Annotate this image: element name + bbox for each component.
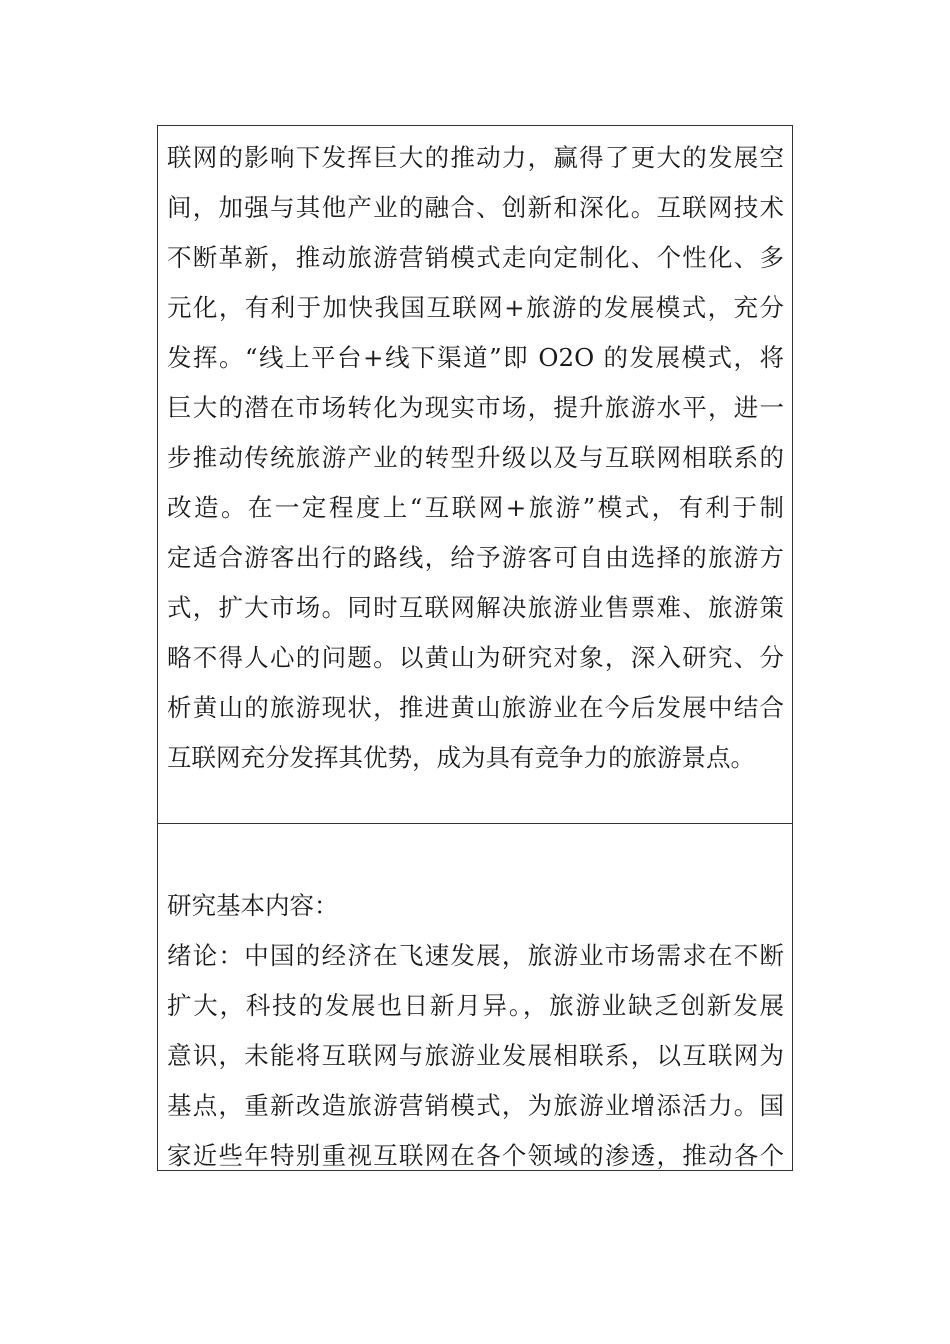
paragraph-line: 间，加强与其他产业的融合、创新和深化。互联网技术 xyxy=(167,193,784,222)
form-table xyxy=(157,125,793,1171)
paragraph-line: 意识，未能将互联网与旅游业发展相联系，以互联网为 xyxy=(167,1041,784,1070)
research-content-cell xyxy=(158,824,792,1170)
paragraph-line: 步推动传统旅游产业的转型升级以及与互联网相联系的 xyxy=(167,443,784,472)
paragraph-line: 略不得人心的问题。以黄山为研究对象，深入研究、分 xyxy=(167,643,784,672)
paragraph-line: 析黄山的旅游现状，推进黄山旅游业在今后发展中结合 xyxy=(167,693,784,722)
paragraph-line: 式，扩大市场。同时互联网解决旅游业售票难、旅游策 xyxy=(167,593,784,622)
paragraph-line: 定适合游客出行的路线，给予游客可自由选择的旅游方 xyxy=(167,543,784,572)
background-text-cell xyxy=(158,126,792,824)
paragraph-line: 元化，有利于加快我国互联网+旅游的发展模式，充分 xyxy=(167,293,784,322)
paragraph-line: 巨大的潜在市场转化为现实市场，提升旅游水平，进一 xyxy=(167,393,784,422)
paragraph-line: 联网的影响下发挥巨大的推动力，赢得了更大的发展空 xyxy=(167,143,784,172)
paragraph-line: 互联网充分发挥其优势，成为具有竞争力的旅游景点。 xyxy=(167,743,755,772)
paragraph-line: 家近些年特别重视互联网在各个领域的渗透，推动各个 xyxy=(167,1141,784,1170)
paragraph-line: 发挥。“线上平台+线下渠道”即 O2O 的发展模式，将 xyxy=(167,343,784,372)
paragraph-line: 绪论：中国的经济在飞速发展，旅游业市场需求在不断 xyxy=(167,941,784,970)
section-heading: 研究基本内容： xyxy=(167,891,339,920)
paragraph-line: 不断革新，推动旅游营销模式走向定制化、个性化、多 xyxy=(167,243,784,272)
paragraph-line: 扩大，科技的发展也日新月异。，旅游业缺乏创新发展 xyxy=(167,991,784,1020)
paragraph-line: 改造。在一定程度上“互联网+旅游”模式，有利于制 xyxy=(167,493,784,522)
paragraph-line: 基点，重新改造旅游营销模式，为旅游业增添活力。国 xyxy=(167,1091,784,1120)
